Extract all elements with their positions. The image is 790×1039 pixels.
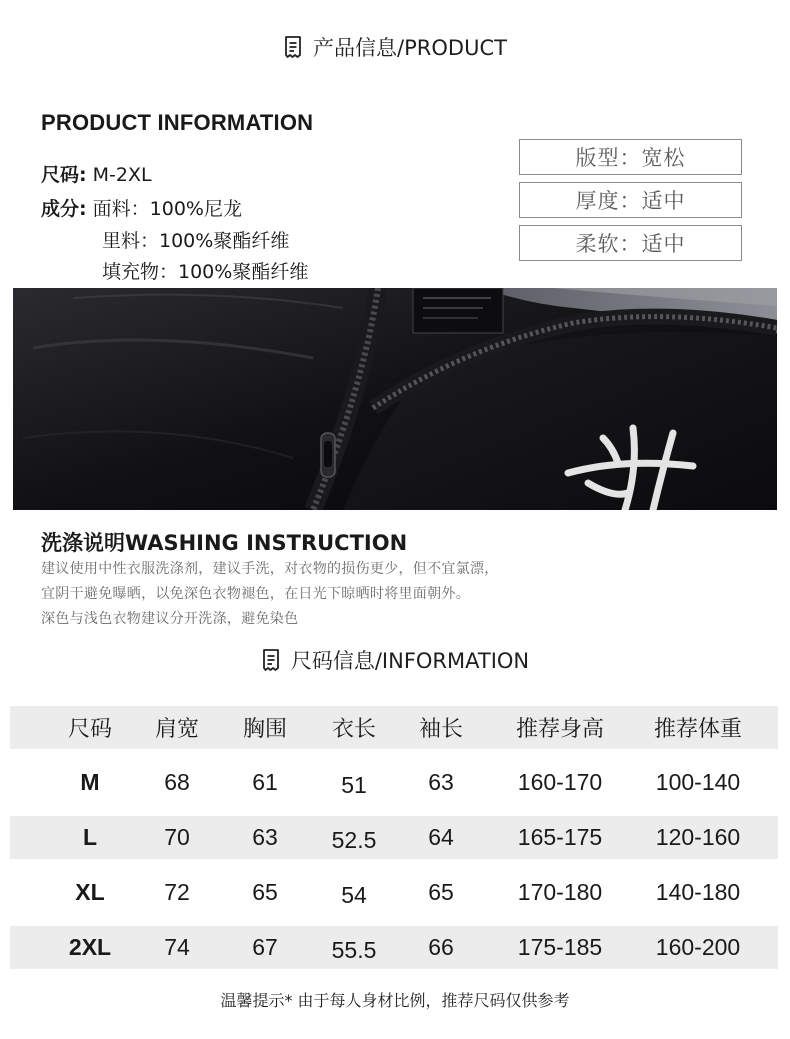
chest-cell: 63 [252,824,278,850]
height-cell: 160-170 [517,769,603,795]
weight-cell: 100-140 [655,769,741,795]
shoulder-cell: 68 [164,769,190,795]
washing-line-2: 宜阴干避免曝晒，以免深色衣物褪色，在日光下晾晒时将里面朝外。 [41,586,470,602]
size-range-line [41,160,152,187]
size-tip-note: 温馨提示* 由于每人身材比例，推荐尺码仅供参考 [220,991,570,1010]
composition-shell: 面料：100%尼龙 [92,198,242,220]
length-cell: 52.5 [331,827,377,853]
size-value: M-2XL [92,164,152,186]
size-section-header [0,645,790,675]
document-list-icon [283,35,303,59]
washing-line-1: 建议使用中性衣服洗涤剂，建议手洗，对衣物的损伤更少，但不宜氯漂， [41,561,499,577]
height-cell: 175-185 [517,934,603,960]
size-cell: 2XL [68,934,112,960]
chest-cell: 67 [252,934,278,960]
sleeve-cell: 63 [428,769,454,795]
header-sleeve: 袖长 [418,717,463,742]
composition-filling: 填充物：100%聚酯纤维 [102,261,309,283]
document-list-icon [261,648,281,672]
size-cell: L [82,824,98,850]
sleeve-cell: 65 [428,879,454,905]
jacket-illustration [13,288,777,510]
header-size: 尺码 [67,717,112,742]
shoulder-cell: 72 [164,879,190,905]
composition-line-shell [41,194,242,221]
weight-cell: 160-200 [655,934,741,960]
shoulder-cell: 74 [164,934,190,960]
header-height: 推荐身高 [515,717,604,742]
length-cell: 54 [341,882,367,908]
length-cell: 51 [341,772,367,798]
fit-attribute-box: 版型：宽松 [519,139,742,175]
thickness-attribute-box: 厚度：适中 [519,182,742,218]
product-information-title: PRODUCT INFORMATION [41,110,314,135]
table-row [10,926,778,969]
table-header-row [10,706,778,749]
washing-instruction-title: 洗涤说明WASHING INSTRUCTION [41,531,408,555]
composition-label: 成分: [41,198,87,220]
table-row [10,871,778,914]
jacket-zipper-photo [13,288,777,510]
softness-attribute-box: 柔软：适中 [519,225,742,261]
size-section-title: 尺码信息/INFORMATION [290,649,530,673]
size-cell: XL [75,879,105,905]
chest-cell: 65 [252,879,278,905]
header-shoulder: 肩宽 [154,717,199,742]
size-cell: M [80,769,100,795]
chest-cell: 61 [252,769,278,795]
length-cell: 55.5 [331,937,377,963]
weight-cell: 140-180 [655,879,741,905]
product-section-title: 产品信息/PRODUCT [313,36,507,60]
table-row [10,761,778,804]
washing-line-3: 深色与浅色衣物建议分开洗涤，避免染色 [41,611,299,627]
height-cell: 165-175 [517,824,603,850]
header-length: 衣长 [331,717,376,742]
shoulder-cell: 70 [164,824,190,850]
product-section-header [0,32,790,62]
composition-lining: 里料：100%聚酯纤维 [102,230,290,252]
header-weight: 推荐体重 [653,717,742,742]
height-cell: 170-180 [517,879,603,905]
sleeve-cell: 64 [428,824,454,850]
size-label: 尺码: [41,164,87,186]
weight-cell: 120-160 [655,824,741,850]
table-row [10,816,778,859]
sleeve-cell: 66 [428,934,454,960]
header-chest: 胸围 [242,717,287,742]
